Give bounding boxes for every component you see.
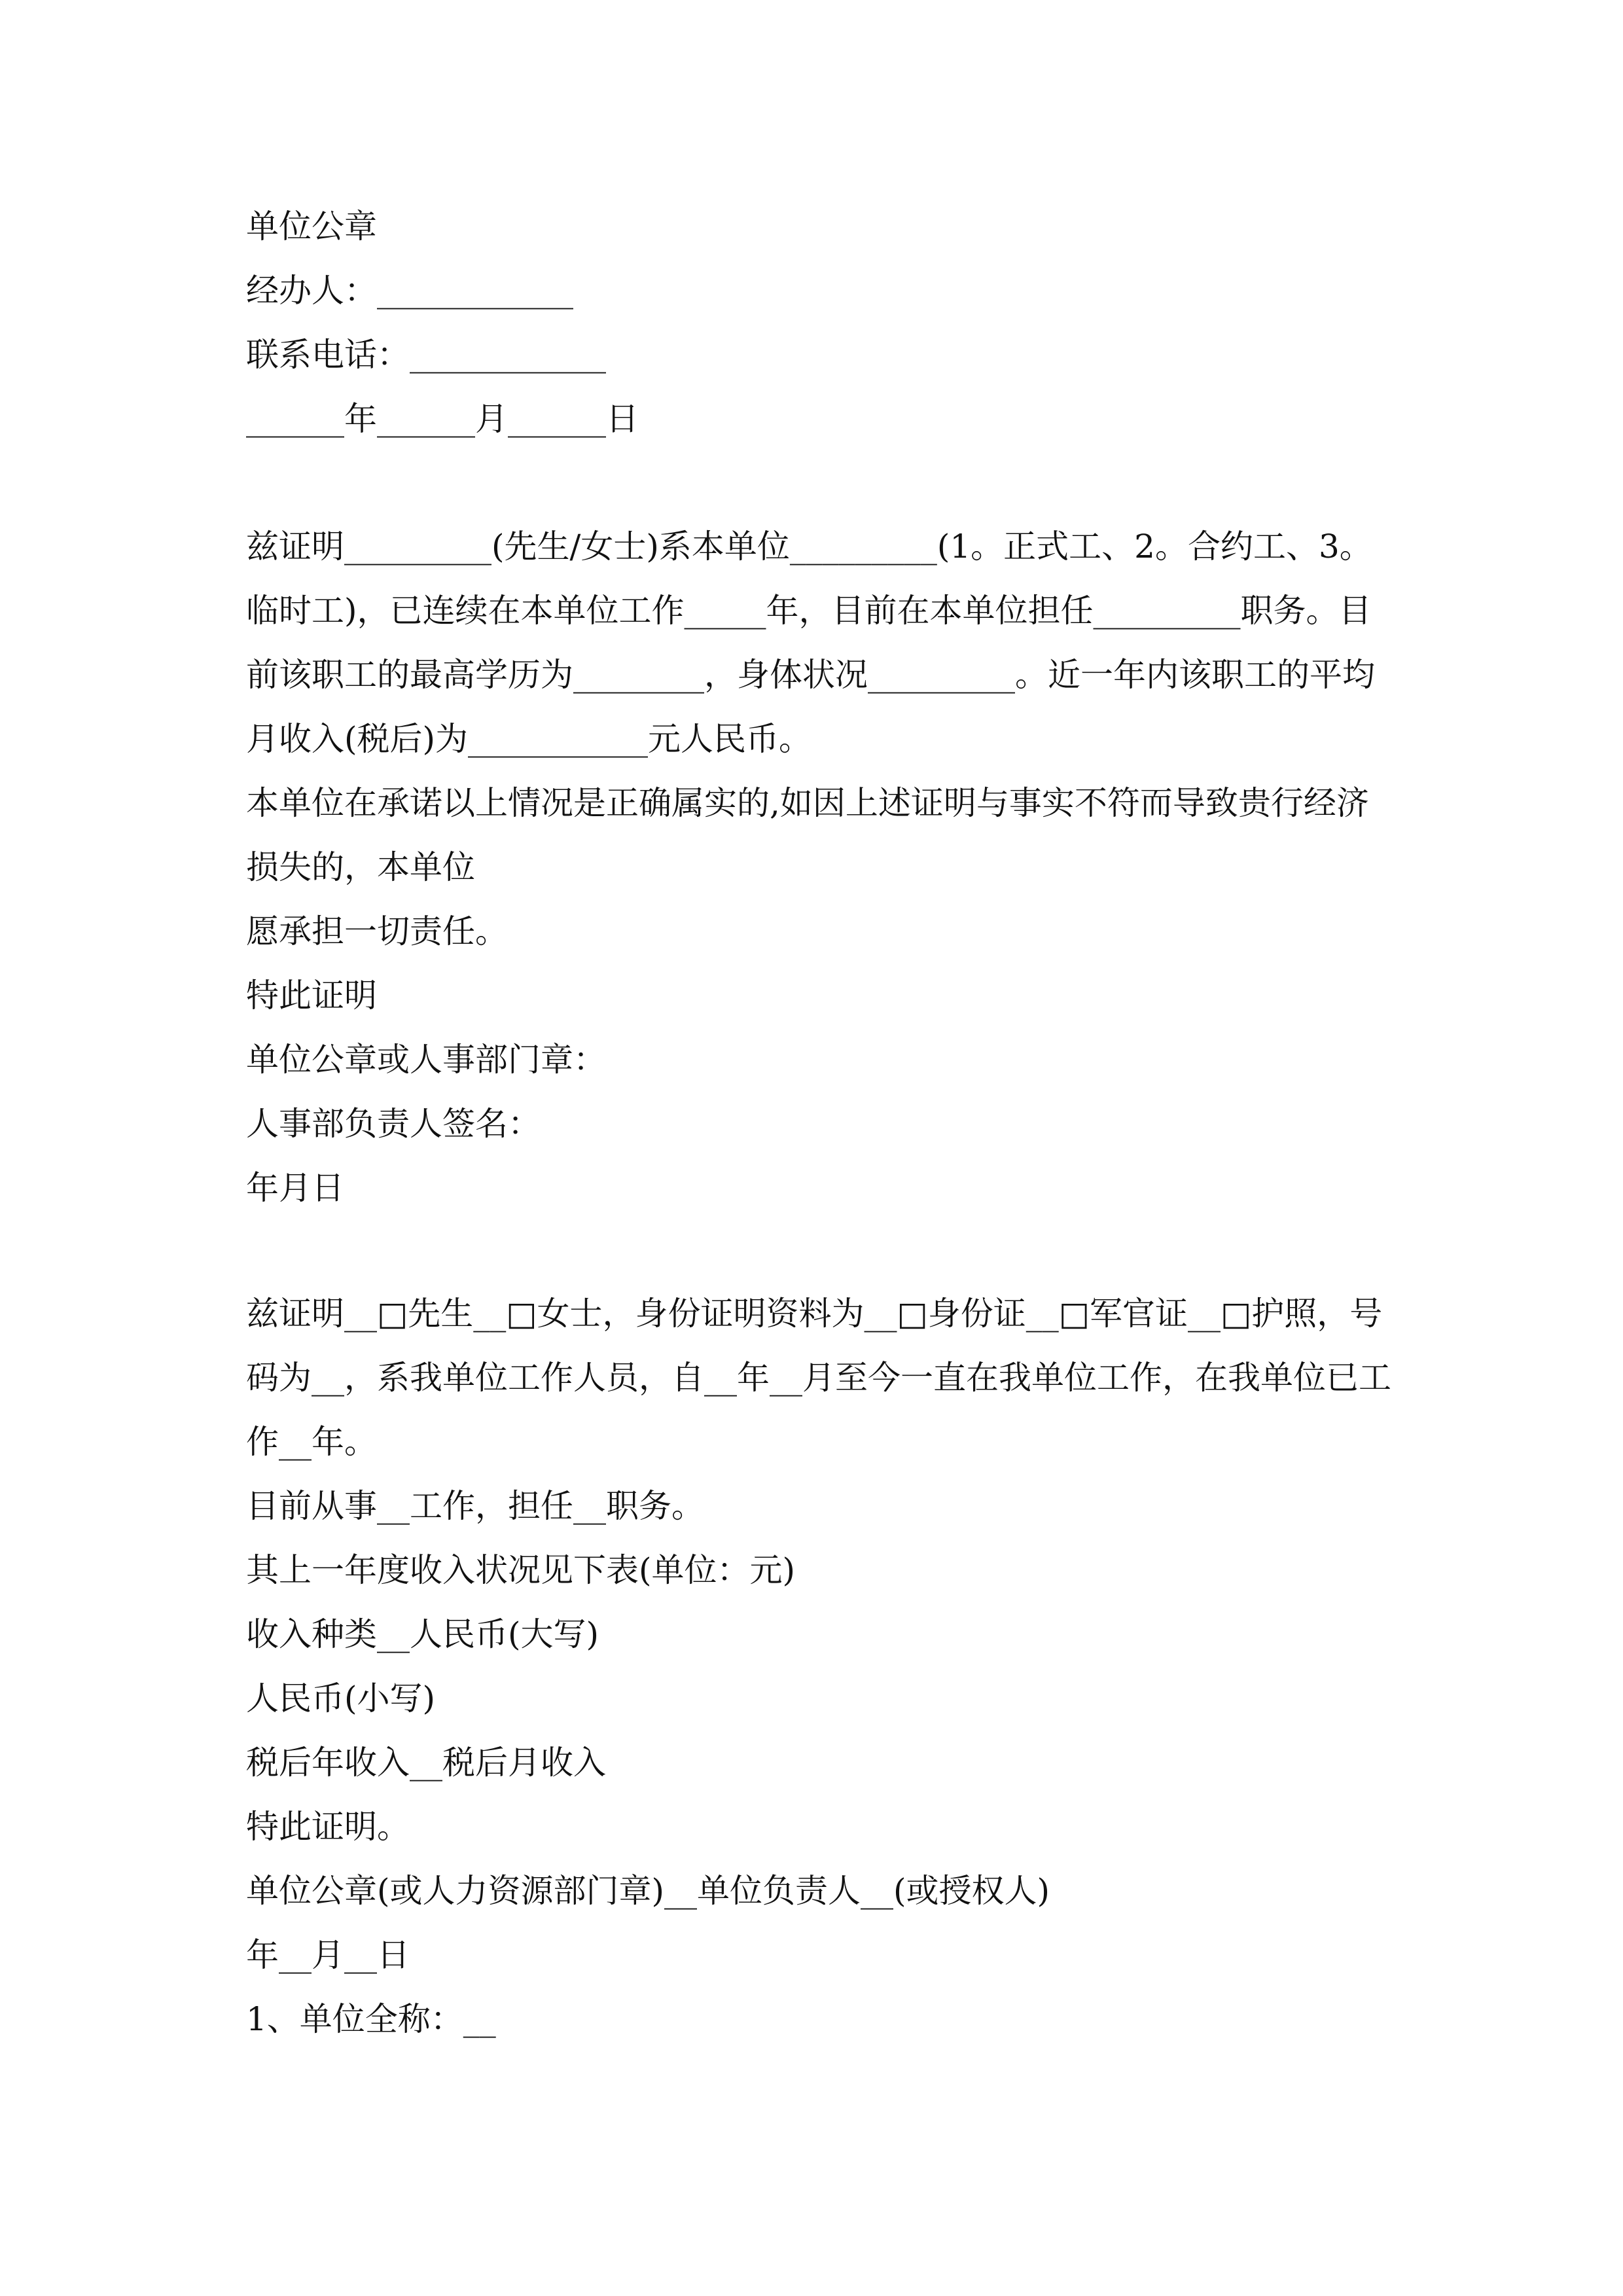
text-line: 年__月__日: [246, 1936, 410, 1974]
text-line: 目前从事__工作，担任__职务。: [246, 1487, 704, 1525]
text-line: 联系电话：____________: [246, 336, 606, 374]
text-line: 特此证明: [246, 977, 377, 1014]
text-line: 兹证明__□先生__□女士，身份证明资料为__□身份证__□军官证__□护照，号: [246, 1295, 1383, 1333]
text-line: 特此证明。: [246, 1808, 410, 1846]
text-line: 前该职工的最高学历为________，身体状况_________。近一年内该职工的平均: [246, 656, 1375, 694]
text-line: 人事部负责人签名：: [246, 1105, 541, 1143]
text-line: 税后年收入__税后月收入: [246, 1744, 606, 1782]
text-line: 其上一年度收入状况见下表(单位：元): [246, 1551, 796, 1589]
text-line: 单位公章: [246, 207, 377, 245]
text-line: 作__年。: [246, 1423, 377, 1461]
text-line: 年月日: [246, 1169, 344, 1207]
text-line: 1、单位全称：__: [246, 2000, 496, 2038]
text-line: 码为__，系我单位工作人员，自__年__月至今一直在我单位工作，在我单位已工: [246, 1359, 1391, 1397]
text-line: ______年______月______日: [246, 400, 639, 438]
text-line: 人民币(小写): [246, 1679, 436, 1717]
text-line: 愿承担一切责任。: [246, 912, 508, 950]
text-line: 单位公章(或人力资源部门章)__单位负责人__(或授权人): [246, 1872, 1050, 1910]
text-line: 损失的，本单位: [246, 848, 475, 886]
text-line: 单位公章或人事部门章：: [246, 1041, 606, 1079]
text-line: 月收入(税后)为___________元人民币。: [246, 720, 812, 758]
text-line: 临时工)，已连续在本单位工作_____年，目前在本单位担任_________职务。目: [246, 592, 1372, 630]
text-line: 经办人：____________: [246, 272, 573, 310]
text-line: 兹证明_________(先生/女士)系本单位_________(1。正式工、2。合约工、3。: [246, 528, 1372, 565]
text-line: 本单位在承诺以上情况是正确属实的,如因上述证明与事实不符而导致贵行经济: [246, 784, 1369, 822]
text-line: 收入种类__人民币(大写): [246, 1615, 599, 1653]
